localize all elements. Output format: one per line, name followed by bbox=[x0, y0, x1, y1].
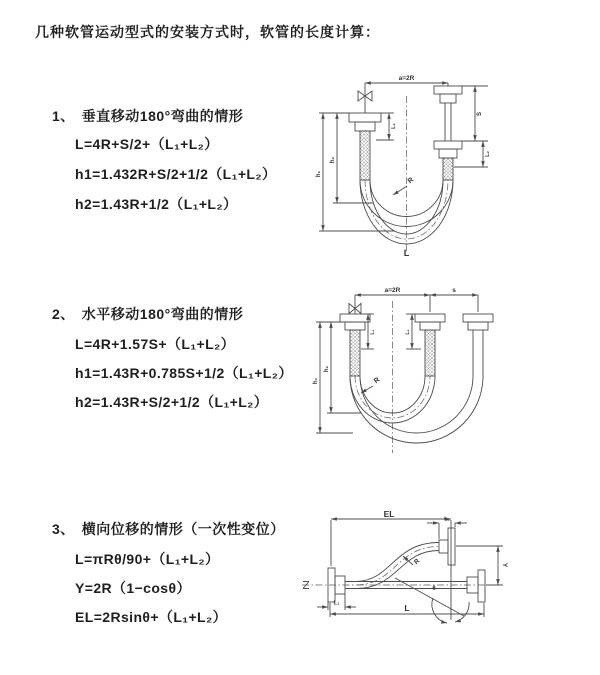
flange bbox=[468, 322, 488, 330]
dim-label-l2: L₂ bbox=[485, 151, 491, 157]
dim-label-h1: h₁ bbox=[313, 377, 319, 385]
radius-label: R bbox=[412, 557, 422, 567]
dim-label-s: S bbox=[477, 111, 483, 117]
section-1-formula-length: L=4R+S/2+（L₁+L₂） bbox=[75, 136, 219, 152]
braided-hose bbox=[350, 330, 360, 376]
dim-label-a2r: a=2R bbox=[398, 75, 415, 82]
flange bbox=[434, 141, 462, 149]
flange bbox=[355, 122, 375, 131]
flange bbox=[349, 113, 381, 122]
section-3-title: 横向位移的情形（一次性变位） bbox=[81, 521, 285, 537]
radius-leader bbox=[361, 386, 373, 393]
section-3-formula-y: Y=2R（1−cosθ） bbox=[75, 580, 191, 596]
section-2-formula-h1: h1=1.43R+0.785S+1/2（L₁+L₂） bbox=[75, 365, 293, 381]
section-2-formula-length: L=4R+1.57S+（L₁+L₂） bbox=[75, 336, 236, 352]
hose-arc bbox=[370, 180, 443, 216]
flange bbox=[463, 314, 493, 322]
flange bbox=[439, 540, 448, 553]
valve-icon bbox=[365, 91, 372, 101]
dim-label-l1: L₁ bbox=[370, 329, 376, 335]
radius-leader bbox=[403, 556, 413, 565]
radius-leader bbox=[393, 186, 407, 195]
flange bbox=[478, 570, 485, 602]
section-1-formula-h1: h1=1.432R+S/2+1/2（L₁+L₂） bbox=[75, 166, 277, 182]
page-title: 几种软管运动型式的安装方式时，软管的长度计算： bbox=[35, 24, 380, 40]
valve-icon bbox=[355, 304, 361, 314]
dim-label-h2: h₂ bbox=[330, 156, 336, 164]
flange bbox=[448, 528, 455, 565]
section-3-formula-el: EL=2Rsinθ+（L₁+L₂） bbox=[75, 609, 228, 625]
dim-label-a2r: a=2R bbox=[384, 287, 401, 294]
flange bbox=[439, 149, 457, 158]
section-2-heading bbox=[52, 304, 243, 324]
braided-hose bbox=[360, 131, 370, 180]
section-2-number: 2、 bbox=[52, 306, 75, 322]
section-1-number: 1、 bbox=[52, 108, 75, 124]
braided-hose bbox=[443, 158, 453, 180]
valve-icon bbox=[358, 91, 365, 101]
dim-label-l2: L₂ bbox=[444, 516, 450, 523]
dim-label-l1: L₁ bbox=[391, 123, 397, 129]
flange bbox=[440, 94, 456, 103]
flange bbox=[345, 322, 365, 330]
radius-label: R bbox=[406, 176, 416, 186]
dim-label-l2: L₂ bbox=[405, 329, 411, 335]
dim-label-h1: h₁ bbox=[316, 170, 322, 178]
section-2-title: 水平移动180°弯曲的情形 bbox=[81, 306, 244, 322]
section-3-heading bbox=[52, 519, 285, 539]
section-1-formula-h2: h2=1.43R+1/2（L₁+L₂） bbox=[75, 196, 238, 212]
flange bbox=[420, 322, 440, 330]
angle-label: θ bbox=[432, 586, 436, 592]
length-label: L bbox=[403, 248, 410, 258]
section-1-title: 垂直移动180°弯曲的情形 bbox=[81, 108, 244, 124]
flange bbox=[434, 86, 462, 94]
hose-curve bbox=[357, 551, 439, 589]
flange bbox=[340, 314, 370, 322]
diagram-lateral-displacement bbox=[300, 510, 590, 660]
flange bbox=[415, 314, 445, 322]
dim-label-h2: h₂ bbox=[324, 365, 330, 373]
section-3-number: 3、 bbox=[52, 521, 75, 537]
section-1-heading bbox=[52, 106, 243, 126]
valve-icon bbox=[349, 304, 355, 314]
angle-arc bbox=[432, 598, 447, 623]
hose-curve bbox=[357, 543, 439, 582]
dim-label-s: s bbox=[452, 287, 456, 294]
section-3-formula-length: L=πRθ/90+（L₁+L₂） bbox=[75, 551, 220, 567]
dim-label-el: EL bbox=[383, 509, 395, 519]
dim-label-l: L bbox=[404, 603, 410, 613]
diagram-horizontal-180-bend bbox=[313, 281, 585, 469]
braided-hose bbox=[425, 330, 435, 376]
dim-label-l1: L₁ bbox=[333, 600, 340, 607]
diagram-vertical-180-bend bbox=[315, 68, 580, 260]
radius-label: R bbox=[373, 376, 382, 386]
dim-label-y: Y bbox=[501, 562, 508, 568]
section-2-formula-h2: h2=1.43R+S/2+1/2（L₁+L₂） bbox=[75, 394, 269, 410]
